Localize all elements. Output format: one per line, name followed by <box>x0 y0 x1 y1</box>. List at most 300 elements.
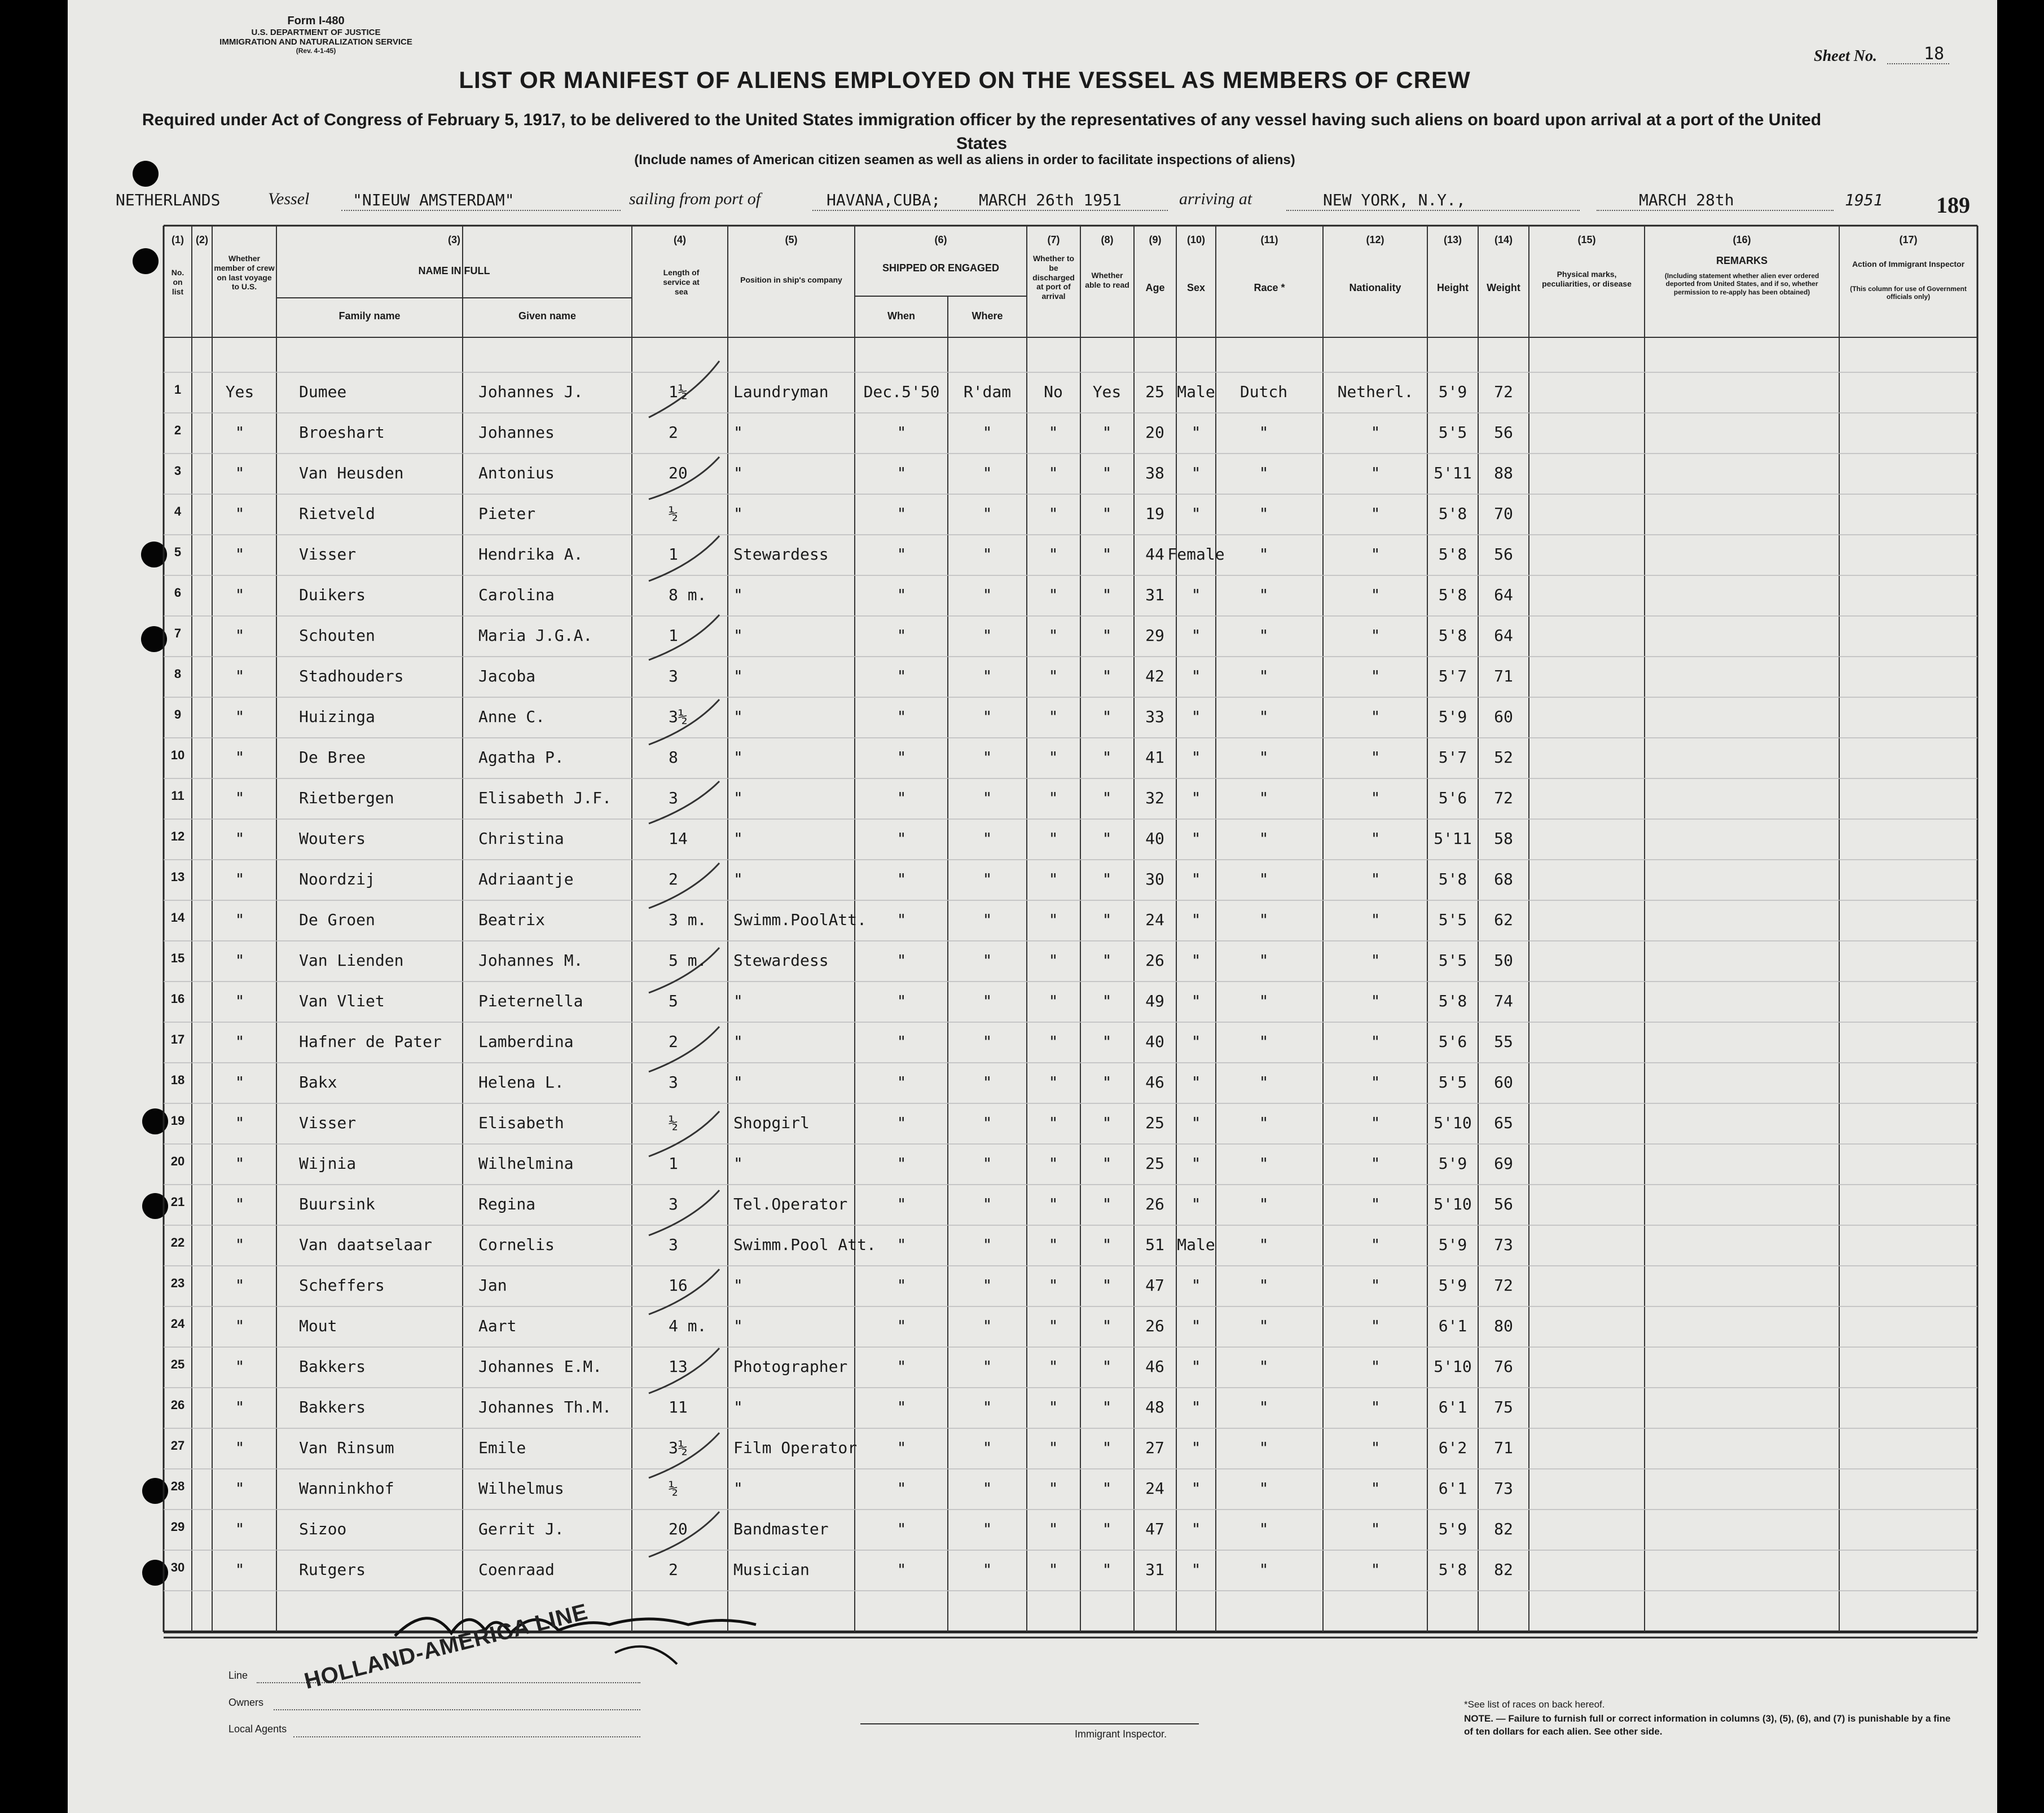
given-name-cell: Coenraad <box>478 1560 555 1579</box>
arrival-year: 1951 <box>1845 191 1883 209</box>
nationality-cell: " <box>1370 707 1381 726</box>
sex-cell: " <box>1191 1154 1201 1173</box>
position-cell: " <box>733 586 743 604</box>
position-cell: " <box>733 464 743 482</box>
shipped-when-cell: " <box>896 1520 907 1538</box>
family-name-cell: Dumee <box>299 382 347 401</box>
nationality-cell: " <box>1370 951 1381 970</box>
weight-cell: 73 <box>1494 1235 1513 1254</box>
able-to-read-cell: " <box>1102 667 1112 685</box>
weight-cell: 50 <box>1494 951 1513 970</box>
sex-cell: " <box>1191 667 1201 685</box>
length-of-service-cell: 14 <box>669 829 688 848</box>
race-cell: " <box>1259 1276 1269 1295</box>
shipped-when-cell: " <box>896 951 907 970</box>
age-cell: 27 <box>1145 1438 1164 1457</box>
height-cell: 5'8 <box>1438 545 1467 564</box>
weight-cell: 56 <box>1494 1195 1513 1213</box>
able-to-read-cell: " <box>1102 992 1112 1010</box>
position-cell: " <box>733 789 743 807</box>
arriving-label: arriving at <box>1179 190 1252 208</box>
sex-cell: " <box>1191 1195 1201 1213</box>
given-name-cell: Jacoba <box>478 667 536 685</box>
race-cell: " <box>1259 1073 1269 1092</box>
height-cell: 5'11 <box>1434 829 1472 848</box>
discharged-cell: " <box>1048 545 1058 564</box>
height-cell: 5'10 <box>1434 1195 1472 1213</box>
height-cell: 5'5 <box>1438 910 1467 929</box>
row-number: 3 <box>174 464 182 478</box>
height-cell: 5'9 <box>1438 1154 1467 1173</box>
col6-header: SHIPPED OR ENGAGED <box>882 262 1000 274</box>
family-name-cell: Van Lienden <box>299 951 404 970</box>
height-cell: 6'1 <box>1438 1479 1467 1498</box>
race-cell: " <box>1259 1520 1269 1538</box>
prev-voyage-cell: " <box>235 829 245 848</box>
shipped-when-cell: " <box>896 1560 907 1579</box>
given-name-cell: Lamberdina <box>478 1032 574 1051</box>
shipped-where-cell: " <box>982 1154 992 1173</box>
given-name-cell: Pieter <box>478 504 536 523</box>
position-cell: Shopgirl <box>733 1114 810 1132</box>
given-name-cell: Wilhelmus <box>478 1479 564 1498</box>
discharged-cell: " <box>1048 1195 1058 1213</box>
length-of-service-cell: 2 <box>669 1560 678 1579</box>
height-cell: 5'5 <box>1438 423 1467 442</box>
family-name-cell: Van Vliet <box>299 992 385 1010</box>
height-cell: 5'9 <box>1438 707 1467 726</box>
row-number: 8 <box>174 667 182 681</box>
given-name-cell: Regina <box>478 1195 536 1213</box>
shipped-when-cell: " <box>896 1276 907 1295</box>
col2-num: (2) <box>196 234 208 245</box>
nationality-cell: " <box>1370 1195 1381 1213</box>
able-to-read-cell: " <box>1102 1032 1112 1051</box>
height-cell: 5'9 <box>1438 1235 1467 1254</box>
discharged-cell: " <box>1048 1479 1058 1498</box>
weight-cell: 72 <box>1494 789 1513 807</box>
sex-cell: " <box>1191 626 1201 645</box>
col17-num: (17) <box>1899 234 1918 245</box>
discharged-cell: " <box>1048 870 1058 888</box>
sex-cell: Female <box>1167 545 1225 564</box>
race-cell: " <box>1259 1154 1269 1173</box>
shipped-where-cell: " <box>982 1032 992 1051</box>
sex-cell: " <box>1191 586 1201 604</box>
family-name-cell: Huizinga <box>299 707 375 726</box>
age-cell: 29 <box>1145 626 1164 645</box>
col3-num: (3) <box>448 234 460 245</box>
sex-cell: " <box>1191 504 1201 523</box>
form-number: Form I-480 <box>287 15 345 27</box>
length-of-service-cell: 5 m. <box>669 951 707 970</box>
race-cell: " <box>1259 1438 1269 1457</box>
family-name-cell: Van Rinsum <box>299 1438 394 1457</box>
discharged-cell: " <box>1048 1398 1058 1416</box>
shipped-when-cell: " <box>896 586 907 604</box>
col8-num: (8) <box>1101 234 1114 245</box>
weight-cell: 74 <box>1494 992 1513 1010</box>
height-cell: 5'8 <box>1438 1560 1467 1579</box>
row-number: 21 <box>170 1195 185 1209</box>
prev-voyage-cell: " <box>235 1479 245 1498</box>
shipped-where-cell: " <box>982 1276 992 1295</box>
weight-cell: 68 <box>1494 870 1513 888</box>
nationality-cell: " <box>1370 1235 1381 1254</box>
weight-cell: 62 <box>1494 910 1513 929</box>
position-cell: Stewardess <box>733 545 829 564</box>
sex-cell: " <box>1191 707 1201 726</box>
sex-cell: " <box>1191 992 1201 1010</box>
sex-cell: " <box>1191 910 1201 929</box>
length-of-service-cell: ½ <box>669 1479 678 1498</box>
given-name-cell: Wilhelmina <box>478 1154 574 1173</box>
age-cell: 25 <box>1145 1114 1164 1132</box>
col15-num: (15) <box>1577 234 1596 245</box>
col6-num: (6) <box>934 234 947 245</box>
given-name-cell: Johannes M. <box>478 951 583 970</box>
row-number: 24 <box>170 1317 185 1331</box>
able-to-read-cell: " <box>1102 464 1112 482</box>
age-cell: 44 <box>1145 545 1164 564</box>
given-name-cell: Pieternella <box>478 992 583 1010</box>
sex-cell: " <box>1191 1114 1201 1132</box>
row-number: 6 <box>174 586 182 600</box>
prev-voyage-cell: " <box>235 789 245 807</box>
weight-cell: 70 <box>1494 504 1513 523</box>
row-number: 28 <box>170 1479 185 1493</box>
able-to-read-cell: " <box>1102 1073 1112 1092</box>
col14-header: Weight <box>1487 282 1520 293</box>
given-name-cell: Gerrit J. <box>478 1520 564 1538</box>
race-cell: " <box>1259 1357 1269 1376</box>
nationality-cell: " <box>1370 626 1381 645</box>
age-cell: 33 <box>1145 707 1164 726</box>
length-of-service-cell: 2 <box>669 1032 678 1051</box>
position-cell: Film Operator <box>733 1438 858 1457</box>
position-cell: " <box>733 992 743 1010</box>
col16-num: (16) <box>1733 234 1751 245</box>
age-cell: 31 <box>1145 1560 1164 1579</box>
manifest-title: LIST OR MANIFEST OF ALIENS EMPLOYED ON THE VESSEL AS MEMBERS OF CREW <box>459 67 1471 93</box>
prev-voyage-cell: " <box>235 1032 245 1051</box>
row-number: 15 <box>170 951 185 965</box>
row-number: 17 <box>170 1032 185 1046</box>
length-of-service-cell: 2 <box>669 870 678 888</box>
shipped-when-cell: " <box>896 423 907 442</box>
row-number: 30 <box>170 1560 185 1574</box>
height-cell: 5'7 <box>1438 667 1467 685</box>
col8-header: Whether able to read <box>1085 271 1129 289</box>
height-cell: 5'9 <box>1438 382 1467 401</box>
prev-voyage-cell: " <box>235 1154 245 1173</box>
sex-cell: " <box>1191 464 1201 482</box>
age-cell: 19 <box>1145 504 1164 523</box>
vessel-flag: NETHERLANDS <box>116 191 221 209</box>
position-cell: " <box>733 1317 743 1335</box>
discharged-cell: " <box>1048 789 1058 807</box>
length-of-service-cell: 3 <box>669 1195 678 1213</box>
able-to-read-cell: " <box>1102 1317 1112 1335</box>
sex-cell: " <box>1191 870 1201 888</box>
prev-voyage-cell: " <box>235 748 245 767</box>
prev-voyage-cell: " <box>235 1195 245 1213</box>
vessel-name: "NIEUW AMSTERDAM" <box>353 191 515 209</box>
col3-given-header: Given name <box>518 310 577 322</box>
age-cell: 24 <box>1145 1479 1164 1498</box>
family-name-cell: Wijnia <box>299 1154 357 1173</box>
sheet-number: 18 <box>1924 44 1945 64</box>
height-cell: 5'8 <box>1438 870 1467 888</box>
given-name-cell: Johannes Th.M. <box>478 1398 612 1416</box>
position-cell: Swimm.Pool Att. <box>733 1235 876 1254</box>
weight-cell: 64 <box>1494 626 1513 645</box>
discharged-cell: " <box>1048 951 1058 970</box>
given-name-cell: Antonius <box>478 464 555 482</box>
given-name-cell: Anne C. <box>478 707 546 726</box>
departure-port: HAVANA,CUBA; <box>827 191 941 209</box>
weight-cell: 75 <box>1494 1398 1513 1416</box>
height-cell: 6'2 <box>1438 1438 1467 1457</box>
col17-header: Action of Immigrant Inspector <box>1852 259 1965 269</box>
height-cell: 6'1 <box>1438 1317 1467 1335</box>
prev-voyage-cell: " <box>235 667 245 685</box>
position-cell: Photographer <box>733 1357 848 1376</box>
prev-voyage-cell: " <box>235 992 245 1010</box>
position-cell: " <box>733 1032 743 1051</box>
length-of-service-cell: 1 <box>669 545 678 564</box>
discharged-cell: " <box>1048 707 1058 726</box>
length-of-service-cell: 8 m. <box>669 586 707 604</box>
height-cell: 5'9 <box>1438 1520 1467 1538</box>
owners-label: Owners <box>228 1697 264 1708</box>
able-to-read-cell: " <box>1102 1235 1112 1254</box>
prev-voyage-cell: " <box>235 707 245 726</box>
shipped-where-cell: " <box>982 1438 992 1457</box>
form-service: IMMIGRATION AND NATURALIZATION SERVICE <box>219 37 412 47</box>
given-name-cell: Adriaantje <box>478 870 574 888</box>
able-to-read-cell: " <box>1102 1479 1112 1498</box>
family-name-cell: Wanninkhof <box>299 1479 394 1498</box>
row-number: 26 <box>170 1398 185 1412</box>
age-cell: 31 <box>1145 586 1164 604</box>
given-name-cell: Johannes J. <box>478 382 583 401</box>
shipped-when-cell: " <box>896 1195 907 1213</box>
weight-cell: 52 <box>1494 748 1513 767</box>
weight-cell: 80 <box>1494 1317 1513 1335</box>
prev-voyage-cell: " <box>235 504 245 523</box>
nationality-cell: " <box>1370 667 1381 685</box>
weight-cell: 56 <box>1494 423 1513 442</box>
shipped-when-cell: " <box>896 667 907 685</box>
sex-cell: " <box>1191 951 1201 970</box>
col12-header: Nationality <box>1349 282 1401 293</box>
shipped-when-cell: " <box>896 870 907 888</box>
prev-voyage-cell: " <box>235 1235 245 1254</box>
prev-voyage-cell: " <box>235 1438 245 1457</box>
race-cell: " <box>1259 626 1269 645</box>
shipped-when-cell: " <box>896 1114 907 1132</box>
prev-voyage-cell: " <box>235 1357 245 1376</box>
shipped-where-cell: " <box>982 992 992 1010</box>
discharged-cell: " <box>1048 1073 1058 1092</box>
age-cell: 32 <box>1145 789 1164 807</box>
family-name-cell: Buursink <box>299 1195 375 1213</box>
shipped-where-cell: " <box>982 910 992 929</box>
family-name-cell: Sizoo <box>299 1520 347 1538</box>
sex-cell: " <box>1191 829 1201 848</box>
discharged-cell: " <box>1048 1276 1058 1295</box>
able-to-read-cell: " <box>1102 910 1112 929</box>
height-cell: 5'11 <box>1434 464 1472 482</box>
sex-cell: " <box>1191 1357 1201 1376</box>
given-name-cell: Christina <box>478 829 564 848</box>
shipped-where-cell: " <box>982 870 992 888</box>
able-to-read-cell: " <box>1102 707 1112 726</box>
col5-num: (5) <box>785 234 798 245</box>
nationality-cell: " <box>1370 1114 1381 1132</box>
nationality-cell: " <box>1370 748 1381 767</box>
discharged-cell: " <box>1048 626 1058 645</box>
shipped-where-cell: " <box>982 1195 992 1213</box>
weight-cell: 88 <box>1494 464 1513 482</box>
race-cell: " <box>1259 1235 1269 1254</box>
age-cell: 40 <box>1145 1032 1164 1051</box>
given-name-cell: Hendrika A. <box>478 545 583 564</box>
age-cell: 40 <box>1145 829 1164 848</box>
given-name-cell: Jan <box>478 1276 507 1295</box>
discharged-cell: " <box>1048 1032 1058 1051</box>
family-name-cell: Rietveld <box>299 504 375 523</box>
prev-voyage-cell: " <box>235 951 245 970</box>
position-cell: Tel.Operator <box>733 1195 848 1213</box>
sex-cell: " <box>1191 1398 1201 1416</box>
race-cell: " <box>1259 789 1269 807</box>
col9-header: Age <box>1145 282 1165 293</box>
length-of-service-cell: 2 <box>669 423 678 442</box>
able-to-read-cell: " <box>1102 1560 1112 1579</box>
row-number: 13 <box>170 870 185 884</box>
height-cell: 5'9 <box>1438 1276 1467 1295</box>
weight-cell: 72 <box>1494 1276 1513 1295</box>
prev-voyage-cell: " <box>235 1398 245 1416</box>
given-name-cell: Elisabeth J.F. <box>478 789 612 807</box>
nationality-cell: " <box>1370 504 1381 523</box>
family-name-cell: Wouters <box>299 829 366 848</box>
nationality-cell: Netherl. <box>1337 382 1414 401</box>
discharged-cell: " <box>1048 992 1058 1010</box>
weight-cell: 73 <box>1494 1479 1513 1498</box>
able-to-read-cell: Yes <box>1092 382 1122 401</box>
discharged-cell: " <box>1048 504 1058 523</box>
row-number: 14 <box>170 910 185 925</box>
length-of-service-cell: 16 <box>669 1276 688 1295</box>
sailing-label: sailing from port of <box>629 190 761 208</box>
position-cell: " <box>733 667 743 685</box>
age-cell: 46 <box>1145 1357 1164 1376</box>
sex-cell: " <box>1191 423 1201 442</box>
row-number: 25 <box>170 1357 185 1371</box>
position-cell: Laundryman <box>733 382 829 401</box>
arrival-port: NEW YORK, N.Y., <box>1323 191 1466 209</box>
row-number: 19 <box>170 1114 185 1128</box>
discharged-cell: " <box>1048 1438 1058 1457</box>
shipped-when-cell: " <box>896 1073 907 1092</box>
age-cell: 46 <box>1145 1073 1164 1092</box>
race-cell: " <box>1259 1479 1269 1498</box>
height-cell: 5'5 <box>1438 951 1467 970</box>
able-to-read-cell: " <box>1102 423 1112 442</box>
race-cell: " <box>1259 1032 1269 1051</box>
family-name-cell: Schouten <box>299 626 375 645</box>
shipped-where-cell: " <box>982 1398 992 1416</box>
shipped-where-cell: " <box>982 1073 992 1092</box>
family-name-cell: Bakkers <box>299 1357 366 1376</box>
able-to-read-cell: " <box>1102 1154 1112 1173</box>
able-to-read-cell: " <box>1102 789 1112 807</box>
race-cell: " <box>1259 586 1269 604</box>
col3-family-header: Family name <box>339 310 401 322</box>
shipped-where-cell: " <box>982 667 992 685</box>
length-of-service-cell: 4 m. <box>669 1317 707 1335</box>
able-to-read-cell: " <box>1102 1520 1112 1538</box>
able-to-read-cell: " <box>1102 870 1112 888</box>
given-name-cell: Emile <box>478 1438 526 1457</box>
prev-voyage-cell: " <box>235 1317 245 1335</box>
length-of-service-cell: 20 <box>669 464 688 482</box>
race-cell: " <box>1259 545 1269 564</box>
prev-voyage-cell: " <box>235 545 245 564</box>
length-of-service-cell: 3½ <box>669 707 688 726</box>
position-cell: " <box>733 504 743 523</box>
nationality-cell: " <box>1370 1073 1381 1092</box>
nationality-cell: " <box>1370 423 1381 442</box>
shipped-where-cell: " <box>982 789 992 807</box>
col1-header: No. on list <box>171 268 184 296</box>
col13-num: (13) <box>1443 234 1462 245</box>
height-cell: 5'6 <box>1438 789 1467 807</box>
prev-voyage-cell: " <box>235 464 245 482</box>
given-name-cell: Elisabeth <box>478 1114 564 1132</box>
discharged-cell: " <box>1048 1235 1058 1254</box>
race-cell: " <box>1259 748 1269 767</box>
prev-voyage-cell: " <box>235 423 245 442</box>
given-name-cell: Helena L. <box>478 1073 564 1092</box>
position-cell: " <box>733 1398 743 1416</box>
nationality-cell: " <box>1370 910 1381 929</box>
prev-voyage-cell: " <box>235 1560 245 1579</box>
position-cell: " <box>733 1073 743 1092</box>
position-cell: " <box>733 748 743 767</box>
able-to-read-cell: " <box>1102 951 1112 970</box>
family-name-cell: Visser <box>299 545 357 564</box>
given-name-cell: Maria J.G.A. <box>478 626 593 645</box>
race-cell: Dutch <box>1239 382 1288 401</box>
weight-cell: 71 <box>1494 667 1513 685</box>
age-cell: 26 <box>1145 951 1164 970</box>
shipped-where-cell: " <box>982 504 992 523</box>
race-cell: " <box>1259 992 1269 1010</box>
col16-subheader: (Including statement whether alien ever ordered deported from United States, and if so, whether permission to re-apply has been obtained) <box>1664 272 1819 296</box>
able-to-read-cell: " <box>1102 626 1112 645</box>
sex-cell: " <box>1191 1276 1201 1295</box>
shipped-where-cell: " <box>982 748 992 767</box>
height-cell: 5'7 <box>1438 748 1467 767</box>
races-note: *See list of races on back hereof. <box>1464 1699 1605 1710</box>
discharged-cell: " <box>1048 464 1058 482</box>
prev-voyage-cell: " <box>235 586 245 604</box>
shipped-where-cell: " <box>982 423 992 442</box>
